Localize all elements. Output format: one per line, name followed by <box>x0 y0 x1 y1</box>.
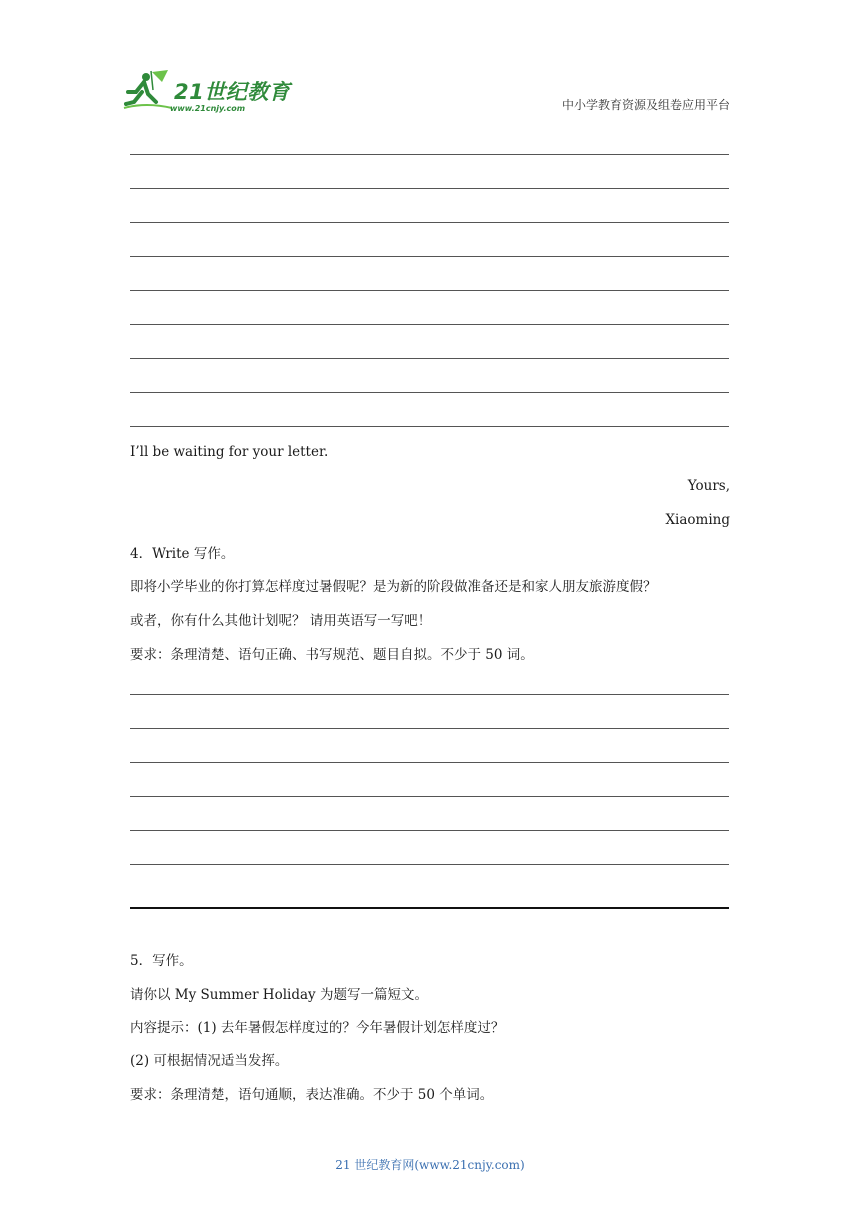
answer-line[interactable] <box>130 694 729 695</box>
answer-line[interactable] <box>130 154 729 155</box>
section-divider <box>130 907 729 909</box>
logo-text: 21世纪教育 <box>174 80 291 104</box>
letter-sign-off: Yours, <box>687 478 730 494</box>
answer-line[interactable] <box>130 222 729 223</box>
footer-site-link[interactable]: 21 世纪教育网(www.21cnjy.com) <box>335 1158 525 1172</box>
q5-requirement: 要求：条理清楚，语句通顺，表达准确。不少于 50 个单词。 <box>130 1087 494 1103</box>
q5-title: 5．写作。 <box>130 953 193 969</box>
answer-line[interactable] <box>130 256 729 257</box>
answer-line[interactable] <box>130 830 729 831</box>
answer-line[interactable] <box>130 864 729 865</box>
q5-prompt: 请你以 My Summer Holiday 为题写一篇短文。 <box>130 987 428 1003</box>
answer-line[interactable] <box>130 290 729 291</box>
answer-line[interactable] <box>130 324 729 325</box>
answer-line[interactable] <box>130 392 729 393</box>
page-header <box>0 0 860 130</box>
answer-line[interactable] <box>130 728 729 729</box>
platform-label: 中小学教育资源及组卷应用平台 <box>561 98 730 112</box>
site-logo[interactable] <box>122 68 292 116</box>
answer-line[interactable] <box>130 188 729 189</box>
answer-line[interactable] <box>130 426 729 427</box>
q4-title: 4．Write 写作。 <box>130 546 235 562</box>
answer-line[interactable] <box>130 762 729 763</box>
q5-hint2: (2) 可根据情况适当发挥。 <box>130 1053 289 1069</box>
answer-line[interactable] <box>130 358 729 359</box>
answer-line[interactable] <box>130 796 729 797</box>
q4-prompt-line1: 即将小学毕业的你打算怎样度过暑假呢？是为新的阶段做准备还是和家人朋友旅游度假？ <box>130 579 657 595</box>
q4-prompt-line2: 或者，你有什么其他计划呢？ 请用英语写一写吧！ <box>130 613 432 629</box>
letter-signature: Xiaoming <box>665 512 730 528</box>
logo-url: www.21cnjy.com <box>170 104 246 113</box>
q4-requirement: 要求：条理清楚、语句正确、书写规范、题目自拟。不少于 50 词。 <box>130 647 534 663</box>
letter-closing-line: I’ll be waiting for your letter. <box>130 444 329 460</box>
runner-logo-icon <box>122 68 174 114</box>
q5-hint1: 内容提示：(1) 去年暑假怎样度过的？今年暑假计划怎样度过？ <box>130 1020 505 1036</box>
